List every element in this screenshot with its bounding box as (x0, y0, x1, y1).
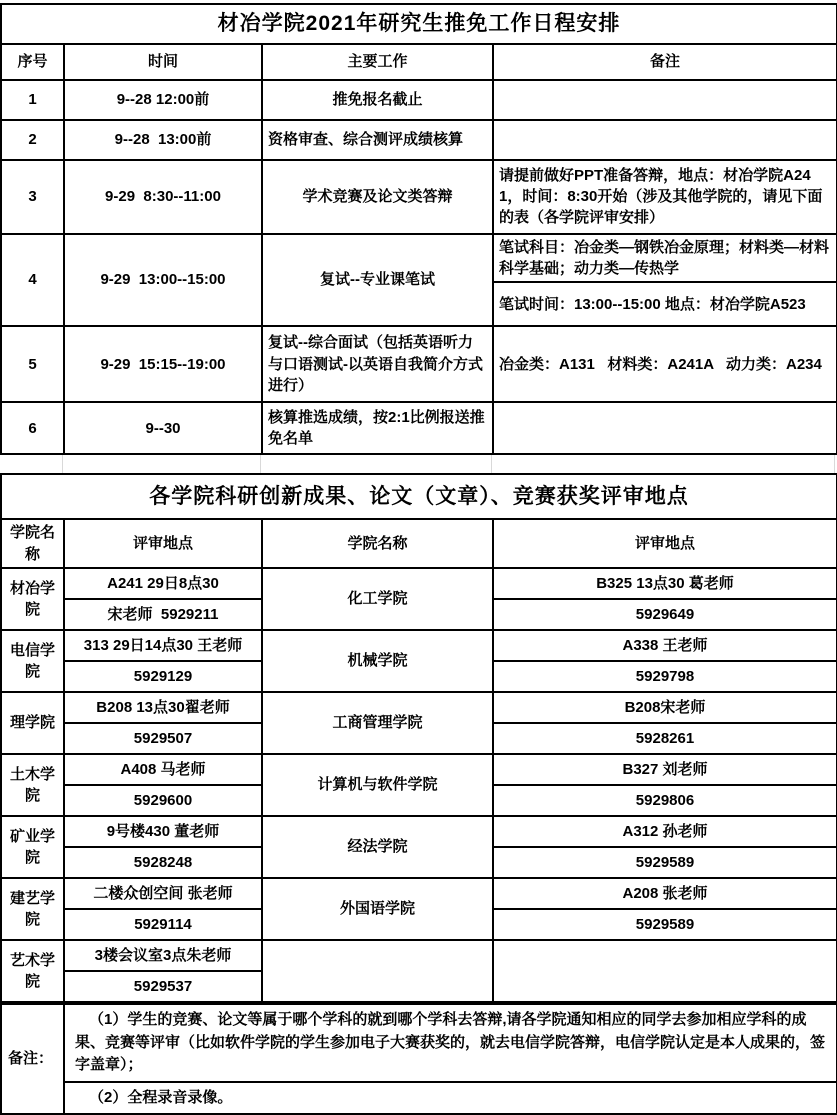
venue-line: 5929600 (64, 785, 262, 816)
row-time: 9--28 13:00前 (64, 120, 262, 160)
schedule-row-5 (1, 326, 837, 402)
venues-row-5 (1, 816, 837, 847)
notes-label: 备注： (1, 1004, 64, 1114)
row-no: 5 (1, 326, 64, 402)
venue-line: 5928261 (493, 723, 837, 754)
venue-line: 5929129 (64, 661, 262, 692)
row-no: 3 (1, 160, 64, 234)
schedule-row-1 (1, 80, 837, 120)
venue-line: 5929537 (64, 971, 262, 1002)
college-name: 材冶学院 (1, 568, 64, 630)
schedule-row-3 (1, 160, 837, 234)
venue-line: 5928248 (64, 847, 262, 878)
row-no: 6 (1, 402, 64, 454)
venue-line: 9号楼430 董老师 (64, 816, 262, 847)
schedule-row-6 (1, 402, 837, 454)
row-work: 复试--专业课笔试 (262, 234, 493, 327)
row-remark-time-place: 笔试时间：13:00--15:00 地点：材冶学院A523 (493, 282, 837, 326)
notes-block (0, 1003, 837, 1115)
venue-line: B208宋老师 (493, 692, 837, 723)
row-work: 资格审查、综合测评成绩核算 (262, 120, 493, 160)
venue-line: 3楼会议室3点朱老师 (64, 940, 262, 971)
venues-row-7 (1, 940, 837, 971)
row-no: 4 (1, 234, 64, 327)
college-name: 经法学院 (262, 816, 493, 878)
spreadsheet-gap-row (0, 455, 837, 473)
row-time: 9--28 12:00前 (64, 80, 262, 120)
venues-row-4 (1, 754, 837, 785)
college-name: 工商管理学院 (262, 692, 493, 754)
row-work: 推免报名截止 (262, 80, 493, 120)
row-time: 9-29 13:00--15:00 (64, 234, 262, 327)
venues-row-1 (1, 568, 837, 599)
venue-line: B327 刘老师 (493, 754, 837, 785)
row-no: 1 (1, 80, 64, 120)
row-work: 复试--综合面试（包括英语听力与口语测试-以英语自我简介方式进行） (262, 326, 493, 402)
row-remark (493, 80, 837, 120)
college-name: 建艺学院 (1, 878, 64, 940)
schedule-header-no: 序号 (1, 44, 64, 80)
note-item-1: （1）学生的竞赛、论文等属于哪个学科的就到哪个学科去答辩,请各学院通知相应的同学去参加相应学科的成果、竞赛等评审（比如软件学院的学生参加电子大赛获奖的，就去电信学院答辩，电信学院认定是本人成果的，签字盖章）； (64, 1004, 837, 1082)
row-remark-subjects: 笔试科目：冶金类—钢铁冶金原理；材料类—材料科学基础；动力类—传热学 (493, 234, 837, 283)
venues-row-2 (1, 630, 837, 661)
venues-table (0, 473, 837, 1003)
venue-line: 5929589 (493, 847, 837, 878)
college-name: 土木学院 (1, 754, 64, 816)
note-item-2: （2）全程录音录像。 (64, 1082, 837, 1115)
row-time: 9--30 (64, 402, 262, 454)
venue-line: 5929507 (64, 723, 262, 754)
college-name: 电信学院 (1, 630, 64, 692)
venue-line (493, 940, 837, 1002)
row-remark: 冶金类：A131 材料类：A241A 动力类：A234 (493, 326, 837, 402)
college-name (262, 940, 493, 1002)
venue-line: A208 张老师 (493, 878, 837, 909)
college-name: 矿业学院 (1, 816, 64, 878)
schedule-header-remark: 备注 (493, 44, 837, 80)
schedule-row-2 (1, 120, 837, 160)
venue-line: 313 29日14点30 王老师 (64, 630, 262, 661)
schedule-header-work: 主要工作 (262, 44, 493, 80)
row-remark (493, 402, 837, 454)
row-remark: 请提前做好PPT准备答辩，地点：材冶学院A241，时间：8:30开始（涉及其他学院的，请见下面的表（各学院评审安排） (493, 160, 837, 234)
venue-line: A241 29日8点30 (64, 568, 262, 599)
venue-line: A408 马老师 (64, 754, 262, 785)
schedule-row-4 (1, 234, 837, 283)
venue-line: 5929589 (493, 909, 837, 940)
venues-row-6 (1, 878, 837, 909)
venues-row-3 (1, 692, 837, 723)
college-name: 艺术学院 (1, 940, 64, 1002)
venues-title: 各学院科研创新成果、论文（文章）、竞赛获奖评审地点 (1, 474, 837, 519)
venues-header-venue-left: 评审地点 (64, 519, 262, 568)
college-name: 计算机与软件学院 (262, 754, 493, 816)
schedule-table (0, 3, 837, 455)
venue-line: 5929806 (493, 785, 837, 816)
venue-line: 5929649 (493, 599, 837, 630)
row-work: 核算推选成绩，按2:1比例报送推免名单 (262, 402, 493, 454)
venue-line: A338 王老师 (493, 630, 837, 661)
venue-line: B325 13点30 葛老师 (493, 568, 837, 599)
row-time: 9-29 15:15--19:00 (64, 326, 262, 402)
venues-header-college-left: 学院名称 (1, 519, 64, 568)
venue-line: 5929798 (493, 661, 837, 692)
college-name: 理学院 (1, 692, 64, 754)
row-time: 9-29 8:30--11:00 (64, 160, 262, 234)
venue-line: A312 孙老师 (493, 816, 837, 847)
row-remark (493, 120, 837, 160)
venue-line: B208 13点30翟老师 (64, 692, 262, 723)
college-name: 化工学院 (262, 568, 493, 630)
college-name: 机械学院 (262, 630, 493, 692)
college-name: 外国语学院 (262, 878, 493, 940)
row-work: 学术竞赛及论文类答辩 (262, 160, 493, 234)
venues-header-venue-right: 评审地点 (493, 519, 837, 568)
venue-line: 5929114 (64, 909, 262, 940)
venue-line: 二楼众创空间 张老师 (64, 878, 262, 909)
schedule-header-time: 时间 (64, 44, 262, 80)
row-no: 2 (1, 120, 64, 160)
venues-header-college-right: 学院名称 (262, 519, 493, 568)
venue-line: 宋老师 5929211 (64, 599, 262, 630)
schedule-title: 材冶学院2021年研究生推免工作日程安排 (1, 4, 837, 44)
